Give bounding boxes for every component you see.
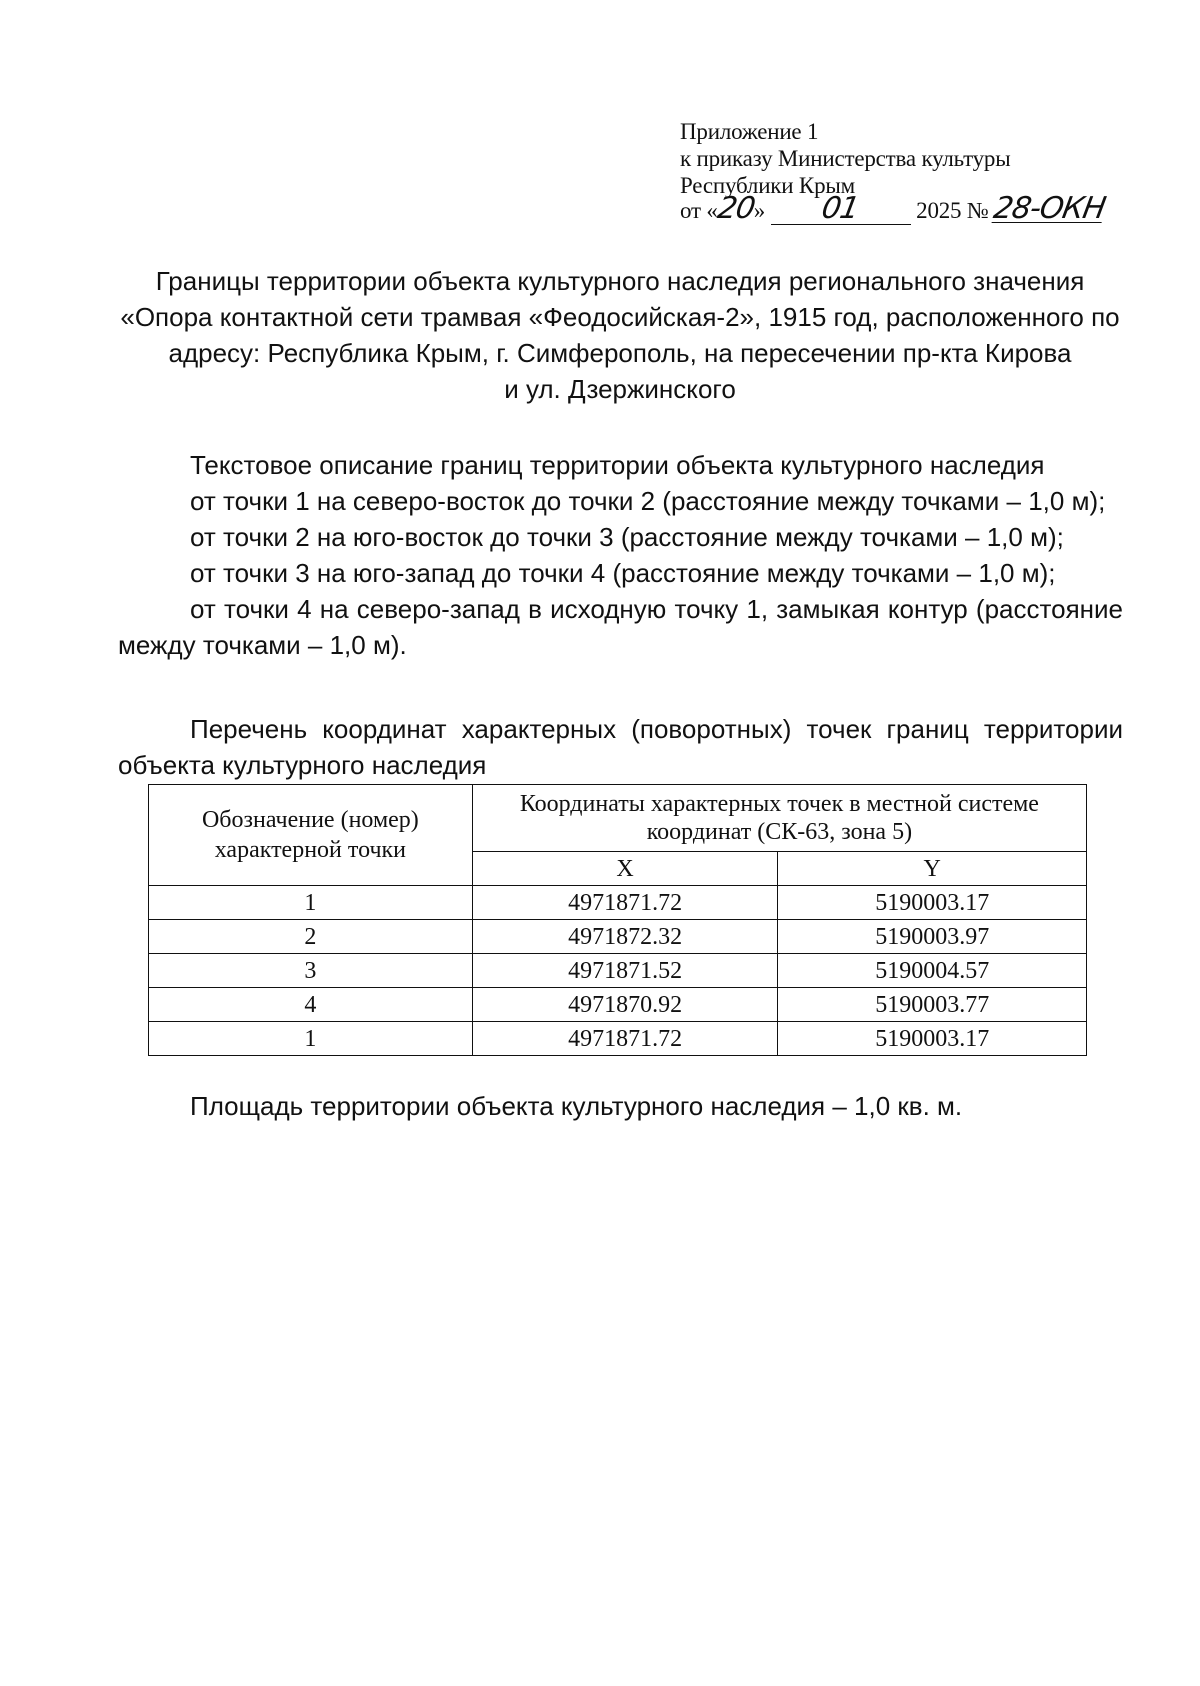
title-line-4: и ул. Дзержинского	[504, 374, 736, 404]
y-cell: 5190003.17	[778, 1022, 1087, 1056]
x-cell: 4971872.32	[472, 920, 778, 954]
date-month-blank	[771, 191, 911, 226]
y-cell: 5190004.57	[778, 954, 1087, 988]
boundary-description	[118, 447, 1123, 663]
table-row	[149, 954, 1087, 988]
coordinates-table	[148, 784, 1087, 1056]
coordinates-intro	[118, 711, 1123, 783]
title-line-2: «Опора контактной сети трамвая «Феодосийская-2», 1915 год, расположенного по	[120, 302, 1120, 332]
point-cell: 2	[149, 920, 473, 954]
title-line-3: адресу: Республика Крым, г. Симферополь, на пересечении пр-кта Кирова	[168, 338, 1072, 368]
title-line-1: Границы территории объекта культурного наследия регионального значения	[155, 266, 1085, 296]
coordinates-intro-line-1: Перечень координат характерных (поворотных) точек границ территории	[190, 714, 1123, 744]
document-title	[100, 263, 1140, 407]
description-item-3: от точки 3 на юго-запад до точки 4 (расстояние между точками – 1,0 м);	[190, 558, 1056, 588]
x-cell: 4971871.72	[472, 886, 778, 920]
point-cell: 1	[149, 1022, 473, 1056]
appendix-line-2: к приказу Министерства культуры	[680, 146, 1011, 171]
appendix-header	[680, 118, 1108, 229]
date-day-handwritten: 20	[714, 191, 757, 226]
coordinates-intro-line-2: объекта культурного наследия	[118, 750, 487, 780]
appendix-date-line	[680, 191, 1108, 226]
description-item-4a: от точки 4 на северо-запад в исходную точку 1, замыкая контур (расстояние	[190, 594, 1123, 624]
date-mid: »	[753, 198, 766, 223]
description-item-4b: между точками – 1,0 м).	[118, 630, 407, 660]
x-cell: 4971871.72	[472, 1022, 778, 1056]
description-item-2: от точки 2 на юго-восток до точки 3 (расстояние между точками – 1,0 м);	[190, 522, 1064, 552]
point-cell: 1	[149, 886, 473, 920]
table-row	[149, 920, 1087, 954]
y-cell: 5190003.97	[778, 920, 1087, 954]
table-row	[149, 886, 1087, 920]
doc-number-handwritten: 28-ОКН	[991, 191, 1108, 226]
x-cell: 4971870.92	[472, 988, 778, 1022]
date-month-handwritten: 01	[819, 191, 862, 226]
description-item-1: от точки 1 на северо-восток до точки 2 (расстояние между точками – 1,0 м);	[190, 486, 1106, 516]
point-cell: 3	[149, 954, 473, 988]
x-cell: 4971871.52	[472, 954, 778, 988]
col-y-header: Y	[778, 852, 1087, 886]
table-row	[149, 988, 1087, 1022]
area-statement: Площадь территории объекта культурного наследия – 1,0 кв. м.	[190, 1091, 963, 1121]
col-x-header: X	[472, 852, 778, 886]
y-cell: 5190003.17	[778, 886, 1087, 920]
table-row	[149, 1022, 1087, 1056]
y-cell: 5190003.77	[778, 988, 1087, 1022]
date-prefix: от «	[680, 198, 718, 223]
coords-group-header: Координаты характерных точек в местной системе координат (СК-63, зона 5)	[472, 785, 1086, 852]
description-heading: Текстовое описание границ территории объекта культурного наследия	[190, 450, 1045, 480]
appendix-line-3: Республики Крым	[680, 173, 855, 198]
point-cell: 4	[149, 988, 473, 1022]
appendix-line-1: Приложение 1	[680, 119, 819, 144]
col-point-header: Обозначение (номер) характерной точки	[149, 785, 473, 886]
date-year: 2025 №	[916, 198, 989, 223]
